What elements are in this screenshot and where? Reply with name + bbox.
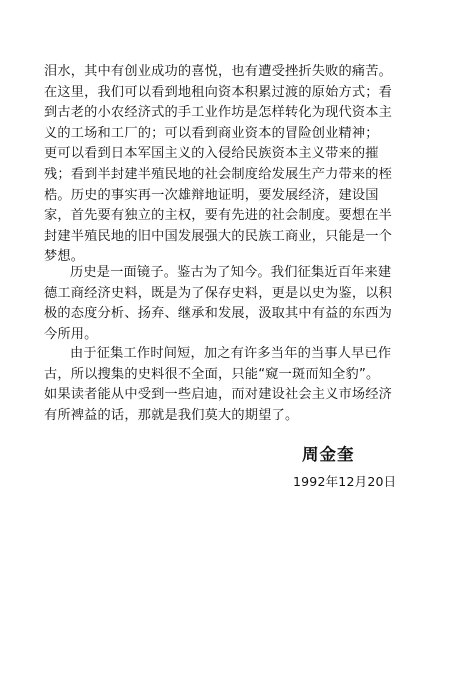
text-line: 如果读者能从中受到一些启迪，而对建设社会主义市场经济 <box>44 387 393 403</box>
signature-date: 1992年12月20日 <box>293 474 397 489</box>
text-line: 梏。历史的事实再一次雄辩地证明，要发展经济，建设国 <box>44 187 379 203</box>
text-line: 今所用。 <box>44 326 98 342</box>
paragraph-3 <box>44 344 406 426</box>
text-line: 德工商经济史料，既是为了保存史料，更是以史为鉴，以积 <box>44 285 393 301</box>
text-line: 家，首先要有独立的主权，要有先进的社会制度。要想在半 <box>44 208 393 224</box>
text-line: 更可以看到日本军国主义的入侵给民族资本主义带来的摧 <box>44 146 379 162</box>
text-line: 梦想。 <box>44 249 85 265</box>
text-line: 由于征集工作时间短，加之有许多当年的当事人早已作 <box>70 346 392 361</box>
text-line: 义的工场和工厂的；可以看到商业资本的冒险创业精神； <box>44 125 379 141</box>
text-line: 有所裨益的话，那就是我们莫大的期望了。 <box>44 407 299 423</box>
author-signature: 周金奎 <box>302 445 355 464</box>
text-line: 在这里，我们可以看到地租向资本积累过渡的原始方式；看 <box>44 84 393 100</box>
text-line: 到古老的小农经济式的手工业作坊是怎样转化为现代资本主 <box>44 105 393 121</box>
text-line: 封建半殖民地的旧中国发展强大的民族工商业，只能是一个 <box>44 228 393 244</box>
paragraph-1 <box>44 62 406 268</box>
paragraph-2 <box>44 263 406 345</box>
text-line: 历史是一面镜子。鉴古为了知今。我们征集近百年来建 <box>70 265 392 280</box>
text-line: 古，所以搜集的史料很不全面，只能“窥一斑而知全豹”。 <box>44 366 380 382</box>
text-line: 泪水，其中有创业成功的喜悦，也有遭受挫折失败的痛苦。 <box>44 64 393 79</box>
text-line: 残；看到半封建半殖民地的社会制度给发展生产力带来的桎 <box>44 166 393 182</box>
text-line: 极的态度分析、扬弃、继承和发展，汲取其中有益的东西为 <box>44 306 393 322</box>
